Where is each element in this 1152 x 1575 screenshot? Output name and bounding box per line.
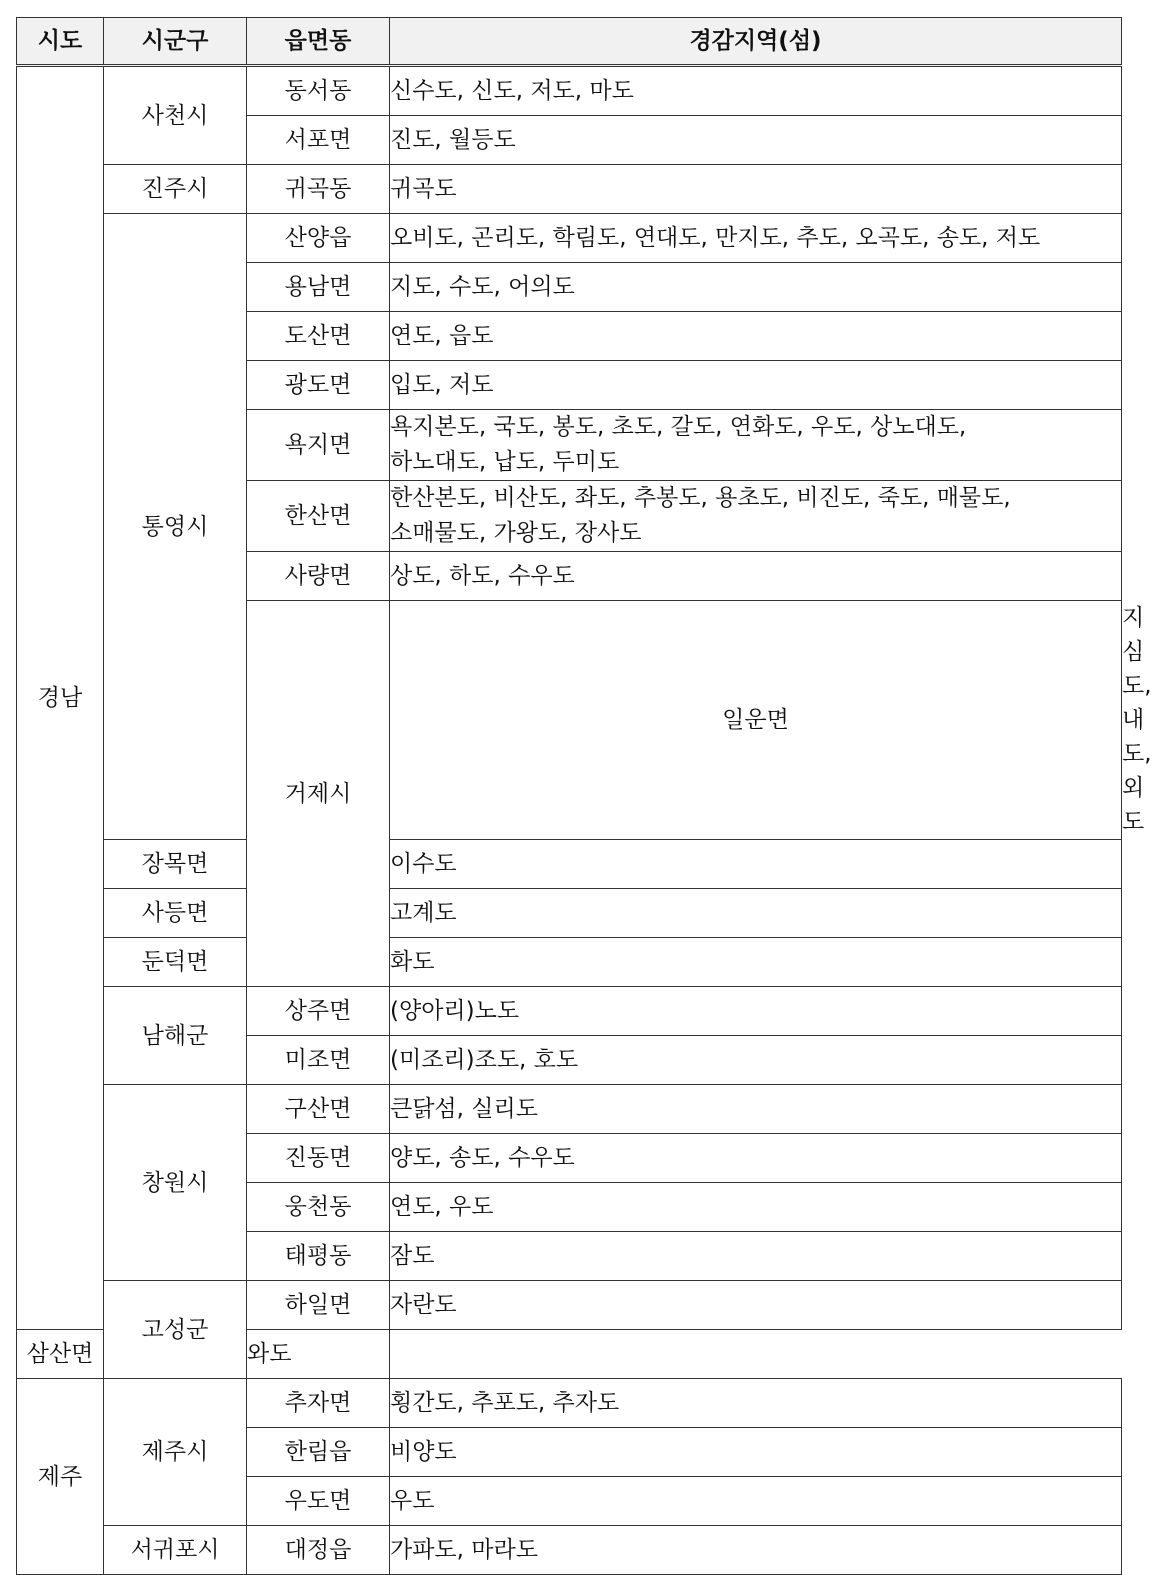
sigungu-cell: 남해군 (104, 987, 247, 1085)
eup-cell: 용남면 (247, 263, 390, 312)
table-row (17, 1526, 1122, 1575)
islands-cell: 지도, 수도, 어의도 (390, 263, 1122, 312)
islands-cell: (양아리)노도 (390, 987, 1122, 1036)
table-row: 거제시 일운면 지심도, 내도, 외도 (17, 601, 1122, 840)
sigungu-cell: 통영시 (104, 214, 247, 840)
eup-cell: 대정읍 (247, 1526, 390, 1575)
islands-cell: (미조리)조도, 호도 (390, 1036, 1122, 1085)
islands-cell: 상도, 하도, 수우도 (390, 552, 1122, 601)
eup-cell: 욕지면 (247, 410, 390, 481)
islands-cell (390, 481, 1122, 552)
eup-cell: 웅천동 (247, 1183, 390, 1232)
islands-cell: 비양도 (390, 1428, 1122, 1477)
table-row (17, 66, 1122, 116)
eup-cell: 한산면 (247, 481, 390, 552)
table-row (17, 1379, 1122, 1428)
eup-cell: 우도면 (247, 1477, 390, 1526)
eup-cell: 상주면 (247, 987, 390, 1036)
eup-cell: 동서동 (247, 66, 390, 116)
eup-cell: 산양읍 (247, 214, 390, 263)
islands-line: 하노대도, 납도, 두미도 (390, 449, 620, 475)
islands-cell: 고계도 (390, 889, 1122, 938)
eup-cell: 둔덕면 (104, 938, 247, 987)
eup-cell: 일운면 (390, 601, 1122, 840)
eup-cell: 사등면 (104, 889, 247, 938)
sigungu-cell: 서귀포시 (104, 1526, 247, 1575)
islands-line: 소매물도, 가왕도, 장사도 (390, 520, 642, 546)
sigungu-cell: 사천시 (104, 66, 247, 165)
islands-cell: 연도, 읍도 (390, 312, 1122, 361)
sido-cell: 경남 (17, 66, 104, 1330)
table-row (17, 987, 1122, 1036)
eup-cell: 하일면 (247, 1281, 390, 1330)
islands-cell: 횡간도, 추포도, 추자도 (390, 1379, 1122, 1428)
table-row (17, 938, 1122, 987)
islands-line: 한산본도, 비산도, 좌도, 추봉도, 용초도, 비진도, 죽도, 매물도, (390, 485, 1011, 511)
islands-cell: 입도, 저도 (390, 361, 1122, 410)
table-row (17, 889, 1122, 938)
islands-line: 욕지본도, 국도, 봉도, 초도, 갈도, 연화도, 우도, 상노대도, (390, 414, 967, 440)
sigungu-cell: 거제시 (247, 601, 390, 987)
eup-cell: 태평동 (247, 1232, 390, 1281)
islands-cell: 귀곡도 (390, 165, 1122, 214)
header-sido: 시도 (17, 18, 104, 66)
islands-cell: 연도, 우도 (390, 1183, 1122, 1232)
eup-cell: 서포면 (247, 116, 390, 165)
sigungu-cell: 진주시 (104, 165, 247, 214)
islands-cell: 가파도, 마라도 (390, 1526, 1122, 1575)
table-row (17, 840, 1122, 889)
islands-cell: 진도, 월등도 (390, 116, 1122, 165)
eup-cell: 광도면 (247, 361, 390, 410)
islands-cell (390, 410, 1122, 481)
islands-cell: 우도 (390, 1477, 1122, 1526)
sido-cell: 제주 (17, 1379, 104, 1575)
islands-cell: 오비도, 곤리도, 학림도, 연대도, 만지도, 추도, 오곡도, 송도, 저도 (390, 214, 1122, 263)
eup-cell: 장목면 (104, 840, 247, 889)
islands-cell: 큰닭섬, 실리도 (390, 1085, 1122, 1134)
eup-cell: 진동면 (247, 1134, 390, 1183)
header-row (17, 18, 1122, 66)
eup-cell: 삼산면 (17, 1330, 104, 1379)
island-table (16, 17, 1152, 1575)
sigungu-cell: 제주시 (104, 1379, 247, 1526)
header-sigungu: 시군구 (104, 18, 247, 66)
table-row (17, 214, 1122, 263)
sigungu-cell: 고성군 (104, 1281, 247, 1379)
islands-cell: 자란도 (390, 1281, 1122, 1330)
eup-cell: 미조면 (247, 1036, 390, 1085)
islands-cell: 와도 (247, 1330, 390, 1379)
islands-cell: 양도, 송도, 수우도 (390, 1134, 1122, 1183)
table-row (17, 1281, 1122, 1330)
islands-cell: 잠도 (390, 1232, 1122, 1281)
table-row (17, 1085, 1122, 1134)
eup-cell: 한림읍 (247, 1428, 390, 1477)
table-row (17, 165, 1122, 214)
eup-cell: 구산면 (247, 1085, 390, 1134)
islands-cell: 이수도 (390, 840, 1122, 889)
eup-cell: 도산면 (247, 312, 390, 361)
header-eupmyeondong: 읍면동 (247, 18, 390, 66)
header-islands: 경감지역(섬) (390, 18, 1122, 66)
islands-cell: 화도 (390, 938, 1122, 987)
eup-cell: 귀곡동 (247, 165, 390, 214)
eup-cell: 추자면 (247, 1379, 390, 1428)
sigungu-cell: 창원시 (104, 1085, 247, 1281)
islands-cell: 신수도, 신도, 저도, 마도 (390, 66, 1122, 116)
eup-cell: 사량면 (247, 552, 390, 601)
